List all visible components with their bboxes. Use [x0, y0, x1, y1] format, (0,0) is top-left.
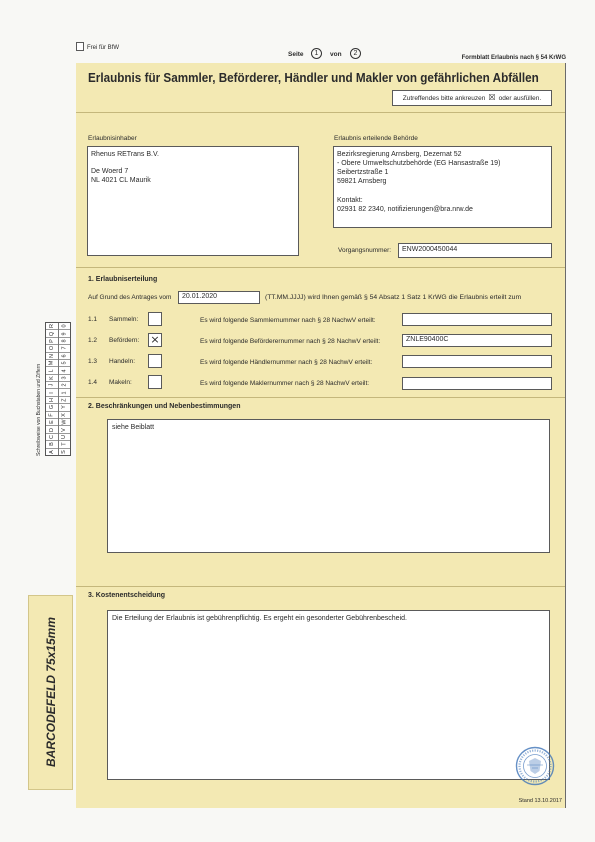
character-cell: R	[48, 324, 55, 329]
row-number: 1.3	[88, 358, 98, 365]
instruction-box	[392, 90, 552, 106]
character-cell: N	[46, 352, 58, 359]
character-cell: X	[59, 411, 71, 418]
divider	[76, 397, 565, 398]
character-cell: M	[46, 359, 58, 366]
character-cell: 3	[59, 374, 71, 381]
character-cell: 4	[59, 366, 71, 373]
holder-street: De Woerd 7	[91, 168, 129, 175]
character-cell: Y	[59, 403, 71, 410]
restrictions-text: siehe Beiblatt	[112, 424, 155, 431]
character-cell: 1	[59, 388, 71, 395]
checkbox-sammeln[interactable]	[148, 312, 162, 326]
character-grid-caption: Schreibweise von Buchstaben und Ziffern	[36, 363, 42, 456]
character-cell: I	[46, 388, 58, 395]
collector-number-field[interactable]	[402, 313, 552, 326]
character-cell: K	[46, 374, 58, 381]
character-cell: E	[46, 418, 58, 425]
row-label-sammeln: Sammeln:	[109, 316, 139, 323]
form-version: Stand 13.10.2017	[518, 798, 562, 804]
official-stamp	[515, 746, 555, 786]
authority-name: Bezirksregierung Arnsberg, Dezernat 52	[337, 151, 462, 158]
character-cell: 0	[61, 324, 68, 328]
character-cell: Z	[59, 396, 71, 403]
character-cell: J	[46, 381, 58, 388]
character-cell: U	[59, 433, 71, 440]
character-cell: F	[46, 411, 58, 418]
divider	[76, 267, 565, 268]
character-cell: 5	[59, 359, 71, 366]
authority-contact-label: Kontakt:	[337, 197, 363, 204]
character-grid	[45, 322, 71, 456]
barcode-field-label: BARCODEFELD 75x15mm	[43, 617, 58, 768]
instruction-text-before: Zutreffendes bitte ankreuzen	[402, 94, 486, 102]
free-for-bfw-label: Frei für BfW	[87, 45, 120, 51]
case-number-field[interactable]	[398, 243, 552, 258]
divider	[76, 112, 565, 113]
case-number-value: ENW2000450044	[402, 246, 458, 253]
row-number: 1.2	[88, 337, 98, 344]
case-number-label: Vorgangsnummer:	[338, 247, 392, 254]
character-cell: C	[46, 433, 58, 440]
row-text-makeln: Es wird folgende Maklernummer nach § 28 NachwV erteilt:	[200, 380, 370, 387]
checkbox-makeln[interactable]	[148, 375, 162, 389]
authority-contact: 02931 82 2340, notifizierungen@bra.nrw.de	[337, 206, 473, 213]
broker-number-field[interactable]	[402, 377, 552, 390]
section3-heading: 3. Kostenentscheidung	[88, 592, 166, 599]
divider	[76, 586, 565, 587]
free-for-bfw-checkbox[interactable]	[76, 42, 84, 51]
restrictions-field[interactable]	[107, 419, 550, 553]
character-cell: A	[46, 448, 58, 455]
form-title: Erlaubnis für Sammler, Beförderer, Händler und Makler von gefährlichen Abfällen	[88, 70, 539, 85]
instruction-text-after: oder ausfüllen.	[498, 94, 542, 102]
authority-field[interactable]	[333, 146, 552, 228]
character-cell: P	[46, 337, 58, 344]
cost-decision-field[interactable]	[107, 610, 550, 780]
row-label-befoerdern: Befördern:	[109, 337, 140, 344]
holder-field[interactable]	[87, 146, 299, 256]
application-intro-continued: (TT.MM.JJJJ) wird Ihnen gemäß § 54 Absatz 1 Satz 1 KrWG die Erlaubnis erteilt zum	[265, 294, 522, 301]
character-grid-column	[46, 323, 58, 455]
cost-decision-text: Die Erteilung der Erlaubnis ist gebührenpflichtig. Es ergeht ein gesonderter Gebührenbescheid.	[112, 615, 407, 622]
row-text-befoerdern: Es wird folgende Beförderernummer nach § 28 NachwV erteilt:	[200, 338, 381, 345]
character-cell: H	[46, 396, 58, 403]
character-cell: 7	[59, 344, 71, 351]
row-number: 1.1	[88, 316, 98, 323]
character-cell: L	[46, 366, 58, 373]
character-cell: T	[59, 440, 71, 447]
character-cell: G	[46, 403, 58, 410]
application-date-value: 20.01.2020	[182, 293, 218, 300]
character-cell: S	[59, 448, 71, 455]
page-current: 1	[311, 48, 322, 59]
section1-heading: 1. Erlaubniserteilung	[88, 276, 158, 283]
page-total: 2	[350, 48, 361, 59]
page-separator: von	[330, 51, 342, 58]
dealer-number-field[interactable]	[402, 355, 552, 368]
character-cell: 6	[59, 352, 71, 359]
authority-street: Seibertzstraße 1	[337, 169, 389, 176]
application-intro: Auf Grund des Antrages vom	[88, 294, 172, 301]
checkbox-befoerdern[interactable]: ×	[148, 333, 162, 347]
row-label-handeln: Handeln:	[109, 358, 136, 365]
authority-city: 59821 Arnsberg	[337, 178, 387, 185]
carrier-number-value: ZNLE90400C	[406, 336, 449, 343]
character-cell: 8	[59, 337, 71, 344]
holder-city: NL 4021 CL Maurik	[91, 177, 151, 184]
holder-name: Rhenus RETrans B.V.	[91, 151, 159, 158]
section2-heading: 2. Beschränkungen und Nebenbestimmungen	[88, 403, 241, 410]
character-cell: V	[59, 425, 71, 432]
character-cell: Q	[46, 329, 58, 336]
row-text-handeln: Es wird folgende Händlernummer nach § 28 NachwV erteilt:	[200, 359, 373, 366]
checkbox-handeln[interactable]	[148, 354, 162, 368]
checked-box-icon: ☒	[488, 93, 496, 102]
character-grid-column	[58, 323, 71, 455]
row-label-makeln: Makeln:	[109, 379, 132, 386]
page-label: Seite	[288, 51, 304, 58]
row-text-sammeln: Es wird folgende Sammlernummer nach § 28 NachwV erteilt:	[200, 317, 376, 324]
character-cell: W	[59, 418, 71, 425]
character-cell: D	[46, 425, 58, 432]
authority-label: Erlaubnis erteilende Behörde	[334, 135, 418, 142]
barcode-field	[28, 595, 73, 790]
character-cell: 2	[59, 381, 71, 388]
holder-label: Erlaubnisinhaber	[88, 135, 137, 142]
application-date-field[interactable]	[178, 291, 260, 304]
authority-unit: - Obere Umweltschutzbehörde (EG Hansastraße 19)	[337, 160, 501, 167]
row-number: 1.4	[88, 379, 98, 386]
character-cell: 9	[59, 329, 71, 336]
character-cell: B	[46, 440, 58, 447]
carrier-number-field[interactable]	[402, 334, 552, 347]
form-name: Formblatt Erlaubnis nach § 54 KrWG	[461, 55, 566, 61]
character-cell: O	[46, 344, 58, 351]
